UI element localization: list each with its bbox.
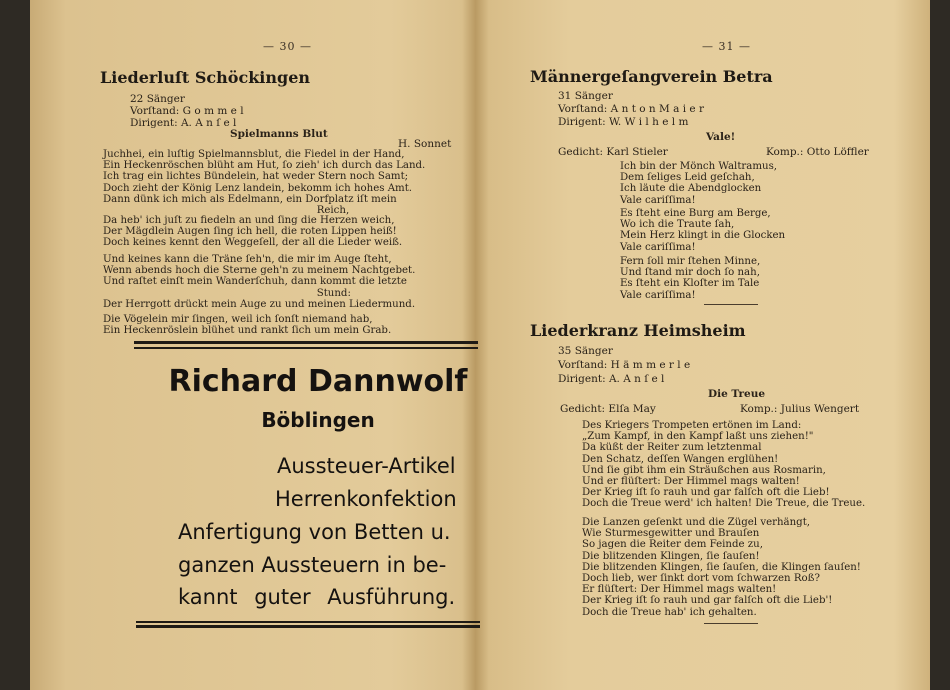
song-stanza: Die Lanzen geſenkt und die Zügel verhängt, Wie Sturmesgewitter und Brauſen So jagen die Reiter dem Feinde zu, Die blitzenden Klingen, ſie ſauſen! Die blitzenden Klingen, ſie ſauſen, die Klingen ſauſen! Doch lieb, wer ſinkt dort vom ſchwarzen Roß? Er flüſtert: Der Himmel mags walten! Der Krieg iſt ſo rauh und gar falſch oft die Lieb'! Doch die Treue hab' ich gehalten. [582,517,861,618]
ad-line: Herrenkonfektion [275,487,457,511]
song-stanza: Fern ſoll mir ſtehen Minne, Und ſtand mir doch ſo nah, Es ſteht ein Kloſter im Tale Vale cariſſima! [620,256,761,301]
chairman: Vorſtand: A n t o n M a i e r [558,103,704,115]
song-stanza: Es ſteht eine Burg am Berge, Wo ich die Traute ſah, Mein Herz klingt in die Glocken Vale cariſſima! [620,208,786,253]
song-title: Die Treue [708,388,766,400]
page-number: — 31 — [702,40,751,53]
separator-line [704,623,758,624]
song-title: Spielmanns Blut [230,128,328,140]
left-page [60,0,490,690]
song-stanza: Und keines kann die Träne ſeh'n, die mir im Auge ſteht, Wenn abends hoch die Sterne geh'n zu meinem Nachtgebet. Und raſtet einſt mein Wanderſchuh, dann kommt die letzte Stund: Der Herrgott drückt mein Auge zu und meinen Liedermund. [103,254,416,310]
poet: Gedicht: Elſa May [560,403,656,415]
ad-top-rule [134,341,478,344]
ad-company-name: Richard Dannwolf [168,364,468,399]
song-stanza: Da heb' ich juſt zu fiedeln an und ſing die Herzen weich, Der Mägdlein Augen ſing ich hell, die roten Lippen heiß! Doch keines kennt den Weggeſell, der all die Lieder weiß. [103,215,403,249]
ad-bottom-rule [136,621,480,623]
composer: Komp.: Julius Wengert [740,403,860,415]
composer: H. Sonnet [398,138,452,150]
conductor: Dirigent: A. A n ſ e l [130,117,237,129]
club-title: Liederkranz Heimsheim [530,321,746,340]
song-title: Vale! [706,131,736,143]
open-book [30,0,930,690]
ad-top-rule [134,347,478,349]
club-title: Männergeſangverein Betra [530,67,773,86]
ad-city: Böblingen [261,408,375,432]
page-number: — 30 — [263,40,312,53]
club-title: Liederluſt Schöckingen [100,68,310,87]
singer-count: 31 Sänger [558,90,613,102]
song-stanza: Juchhei, ein luſtig Spielmannsblut, die Fiedel in der Hand, Ein Heckenröschen blüht am Hut, ſo zieh' ich durch das Land. Ich trag ein lichtes Bündelein, hat weder Stern noch Samt; Doch zieht der König Lenz landein, bekomm ich hohes Amt. Dann dünk ich mich als Edelmann, ein Dorfplatz iſt mein Reich, [103,149,426,217]
conductor: Dirigent: W. W i l h e l m [558,116,689,128]
chairman: Vorſtand: G o m m e l [130,105,244,117]
song-stanza: Ich bin der Mönch Waltramus, Dem ſeliges Leid geſchah, Ich läute die Abendglocken Vale cariſſima! [620,161,778,206]
singer-count: 22 Sänger [130,93,185,105]
right-page [518,0,928,690]
conductor: Dirigent: A. A n ſ e l [558,373,665,385]
ad-line: Aussteuer-Artikel [277,454,456,478]
singer-count: 35 Sänger [558,345,613,357]
poet: Gedicht: Karl Stieler [558,146,668,158]
song-stanza: Die Vögelein mir ſingen, weil ich ſonſt niemand hab, Ein Heckenröslein blühet und rankt ſich um mein Grab. [103,314,392,337]
ad-line: ganzen Aussteuern in be- [178,553,447,577]
composer: Komp.: Otto Löffler [766,146,869,158]
ad-line: kannt guter Ausführung. [178,585,456,609]
separator-line [704,304,758,305]
ad-line: Anfertigung von Betten u. [178,520,451,544]
chairman: Vorſtand: H ä m m e r l e [558,359,691,371]
song-stanza: Des Kriegers Trompeten ertönen im Land: „Zum Kampf, in den Kampf laßt uns ziehen!" Da küßt der Reiter zum letztenmal Den Schatz, deſſen Wangen erglühen! Und ſie gibt ihm ein Sträußchen aus Rosmarin, Und er flüſtert: Der Himmel mags walten! Der Krieg iſt ſo rauh und gar falſch oft die Lieb! Doch die Treue werd' ich halten! Die Treue, die Treue. [582,420,866,510]
ad-bottom-rule [136,625,480,628]
